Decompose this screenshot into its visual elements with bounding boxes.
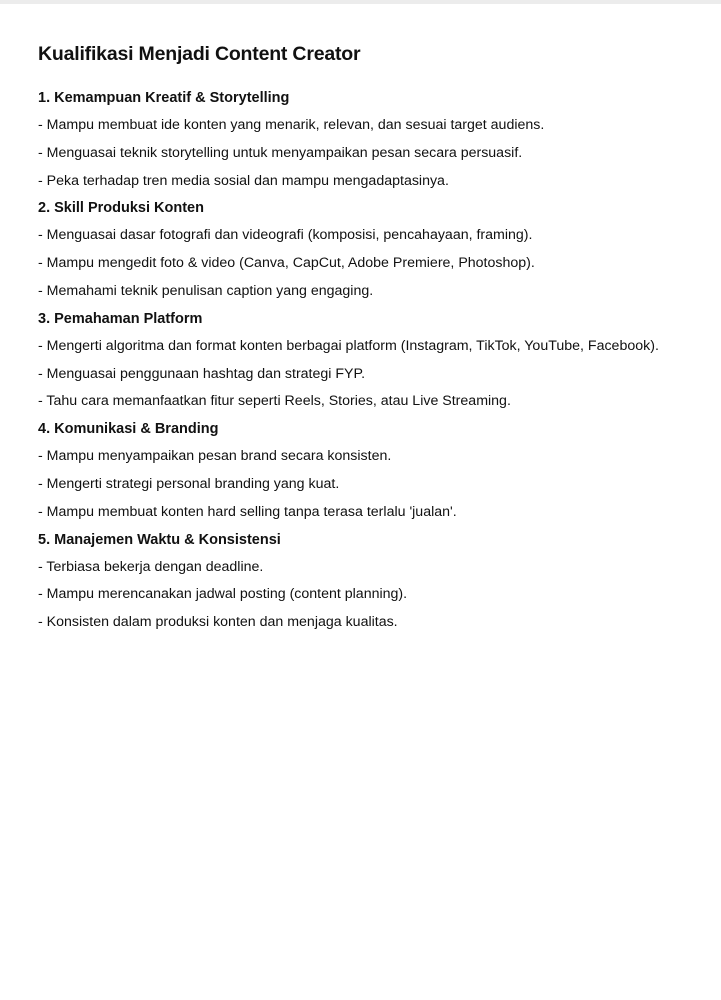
section-heading: 1. Kemampuan Kreatif & Storytelling — [38, 90, 290, 106]
section-heading: 2. Skill Produksi Konten — [38, 200, 204, 217]
list-item: - Tahu cara memanfaatkan fitur seperti Reels, Stories, atau Live Streaming. — [38, 393, 511, 410]
list-item: - Mampu membuat konten hard selling tanpa terasa terlalu 'jualan'. — [38, 503, 457, 520]
top-edge-strip — [0, 0, 721, 4]
list-item: - Konsisten dalam produksi konten dan menjaga kualitas. — [38, 614, 398, 631]
document-page — [38, 40, 708, 640]
list-item: - Mengerti algoritma dan format konten berbagai platform (Instagram, TikTok, YouTube, Facebook). — [38, 337, 659, 354]
list-item: - Mampu merencanakan jadwal posting (content planning). — [38, 586, 408, 603]
section-heading: 5. Manajemen Waktu & Konsistensi — [38, 531, 281, 548]
list-item: - Menguasai dasar fotografi dan videografi (komposisi, pencahayaan, framing). — [38, 227, 533, 244]
list-item: - Mampu mengedit foto & video (Canva, CapCut, Adobe Premiere, Photoshop). — [38, 255, 535, 272]
section-kemampuan-kreatif — [38, 88, 708, 191]
list-item: - Mengerti strategi personal branding yang kuat. — [38, 475, 340, 492]
section-heading: 4. Komunikasi & Branding — [38, 421, 219, 438]
list-item: - Terbiasa bekerja dengan deadline. — [38, 558, 264, 575]
list-item: - Menguasai teknik storytelling untuk menyampaikan pesan secara persuasif. — [38, 144, 523, 161]
section-skill-produksi — [38, 198, 708, 301]
list-item: - Menguasai penggunaan hashtag dan strategi FYP. — [38, 365, 366, 382]
section-pemahaman-platform — [38, 309, 708, 412]
list-item: - Peka terhadap tren media sosial dan mampu mengadaptasinya. — [38, 172, 449, 189]
section-komunikasi-branding — [38, 419, 708, 522]
document-title: Kualifikasi Menjadi Content Creator — [38, 43, 361, 65]
section-heading: 3. Pemahaman Platform — [38, 310, 203, 327]
list-item: - Mampu menyampaikan pesan brand secara konsisten. — [38, 448, 392, 465]
list-item: - Memahami teknik penulisan caption yang engaging. — [38, 282, 374, 299]
section-manajemen-waktu — [38, 530, 708, 633]
list-item: - Mampu membuat ide konten yang menarik, relevan, dan sesuai target audiens. — [38, 117, 545, 133]
